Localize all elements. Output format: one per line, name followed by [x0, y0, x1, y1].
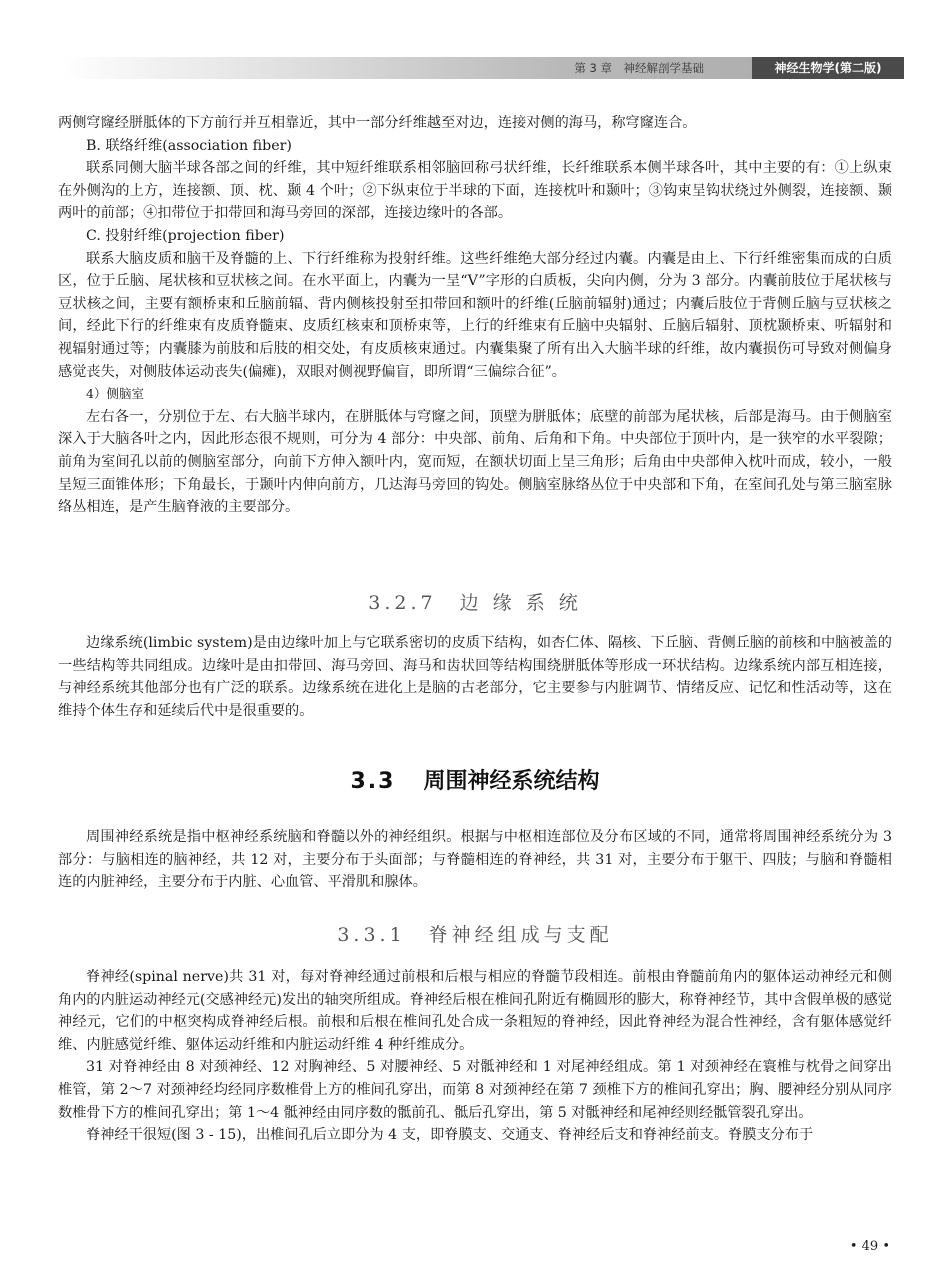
- text-block-limbic: [58, 632, 892, 722]
- text-block-spinal-nerve: [58, 966, 892, 1147]
- paragraph-spinal-nerve-branches: 脊神经干很短(图 3 - 15)，出椎间孔后立即分为 4 支，即脊膜支、交通支、脊神经后支和脊神经前支。脊膜支分布于: [86, 1127, 814, 1144]
- subheading-lateral-ventricle: 4）侧脑室: [86, 386, 144, 402]
- subheading-association-fiber: B. 联络纤维(association fiber): [86, 137, 292, 154]
- text-block-upper: [58, 112, 892, 519]
- paragraph-spinal-nerve-pairs: 31 对脊神经由 8 对颈神经、12 对胸神经、5 对腰神经、5 对骶神经和 1 对尾神经组成。第 1 对颈神经在寰椎与枕骨之间穿出椎管，第 2～7 对颈神经均经同序数椎骨上方的椎间孔穿出，而第 8 对颈神经在第 7 颈椎下方的椎间孔穿出；胸、腰神经分别从同序数椎骨下方的椎间孔穿出；第 1～4 骶神经由同序数的骶前孔、骶后孔穿出，第 5 对骶神经和尾神经则经骶管裂孔穿出。: [58, 1059, 892, 1121]
- paragraph-fornix-commissure: 两侧穹窿经胼胝体的下方前行并互相靠近，其中一部分纤维越至对边，连接对侧的海马，称穹窿连合。: [58, 115, 697, 131]
- running-header: [58, 57, 904, 79]
- section-heading-3-3-1: 3.3.1 脊神经组成与支配: [337, 924, 613, 946]
- header-chapter-title: 第 3 章 神经解剖学基础: [574, 61, 704, 75]
- paragraph-peripheral-nervous-system: 周围神经系统是指中枢神经系统脑和脊髓以外的神经组织。根据与中枢相连部位及分布区域的不同，通常将周围神经系统分为 3 部分：与脑相连的脑神经，共 12 对，主要分布于头面部；与脊髓相连的脊神经，共 31 对，主要分布于躯干、四肢；与脑和脊髓相连的内脏神经，主要分布于内脏、心血管、平滑肌和腺体。: [58, 829, 892, 891]
- section-title: 周围神经系统结构: [423, 769, 600, 794]
- paragraph-association-fiber: 联系同侧大脑半球各部之间的纤维，其中短纤维联系相邻脑回称弓状纤维，长纤维联系本侧半球各叶，其中主要的有：①上纵束在外侧沟的上方，连接额、顶、枕、颞 4 个叶；②下纵束位于半球的下面，连接枕叶和颞叶；③钩束呈钩状绕过外侧裂，连接额、颞两叶的前部；④扣带位于扣带回和海马旁回的深部，连接边缘叶的各部。: [58, 160, 892, 222]
- section-heading-3-2-7: 3.2.7 边 缘 系 统: [368, 592, 582, 614]
- paragraph-projection-fiber: 联系大脑皮质和脑干及脊髓的上、下行纤维称为投射纤维。这些纤维绝大部分经过内囊。内囊是由上、下行纤维密集而成的白质区，位于丘脑、尾状核和豆状核之间。在水平面上，内囊为一呈“V”字形的白质板，尖向内侧，分为 3 部分。内囊前肢位于尾状核与豆状核之间，主要有额桥束和丘脑前辐、背内侧核投射至扣带回和额叶的纤维(丘脑前辐射)通过；内囊后肢位于背侧丘脑与豆状核之间，经此下行的纤维束有皮质脊髓束、皮质红核束和顶桥束等，上行的纤维束有丘脑中央辐射、丘脑后辐射、顶枕颞桥束、听辐射和视辐射通过等；内囊膝为前肢和后肢的相交处，有皮质核束通过。内囊集聚了所有出入大脑半球的纤维，故内囊损伤可导致对侧偏身感觉丧失，对侧肢体运动丧失(偏瘫)，双眼对侧视野偏盲，即所谓“三偏综合征”。: [58, 250, 892, 380]
- section-heading-3-3: [58, 764, 892, 795]
- subheading-projection-fiber: C. 投射纤维(projection fiber): [86, 227, 285, 244]
- text-block-peripheral: [58, 826, 892, 894]
- page-number: • 49 •: [849, 1239, 890, 1254]
- header-book-title: 神经生物学(第二版): [752, 57, 904, 79]
- section-number: 3.3: [350, 769, 396, 794]
- paragraph-limbic-system: 边缘系统(limbic system)是由边缘叶加上与它联系密切的皮质下结构，如杏仁体、隔核、下丘脑、背侧丘脑的前核和中脑被盖的一些结构等共同组成。边缘叶是由扣带回、海马旁回、海马和齿状回等结构围绕胼胝体等形成一环状结构。边缘系统内部互相连接，与神经系统其他部分也有广泛的联系。边缘系统在进化上是脑的古老部分，它主要参与内脏调节、情绪反应、记忆和性活动等，这在维持个体生存和延续后代中是很重要的。: [58, 635, 892, 719]
- paragraph-lateral-ventricle: 左右各一，分别位于左、右大脑半球内，在胼胝体与穹窿之间，顶壁为胼胝体；底壁的前部为尾状核，后部是海马。由于侧脑室深入于大脑各叶之内，因此形态很不规则，可分为 4 部分：中央部、前角、后角和下角。中央部位于顶叶内，是一狭窄的水平裂隙；前角为室间孔以前的侧脑室部分，向前下方伸入额叶内，宽而短，在额状切面上呈三角形；后角由中央部伸入枕叶而成，较小，一般呈短三面锥体形；下角最长，于颞叶内伸向前方，几达海马旁回的钩处。侧脑室脉络丛位于中央部和下角，在室间孔处与第三脑室脉络丛相连，是产生脑脊液的主要部分。: [58, 408, 892, 516]
- paragraph-spinal-nerve-composition: 脊神经(spinal nerve)共 31 对，每对脊神经通过前根和后根与相应的脊髓节段相连。前根由脊髓前角内的躯体运动神经元和侧角内的内脏运动神经元(交感神经元)发出的轴突所组成。脊神经后根在椎间孔附近有椭圆形的膨大，称脊神经节，其中含假单极的感觉神经元，它们的中枢突构成脊神经后根。前根和后根在椎间孔处合成一条粗短的脊神经，因此脊神经为混合性神经，含有躯体感觉纤维、内脏感觉纤维、躯体运动纤维和内脏运动纤维 4 种纤维成分。: [58, 969, 892, 1053]
